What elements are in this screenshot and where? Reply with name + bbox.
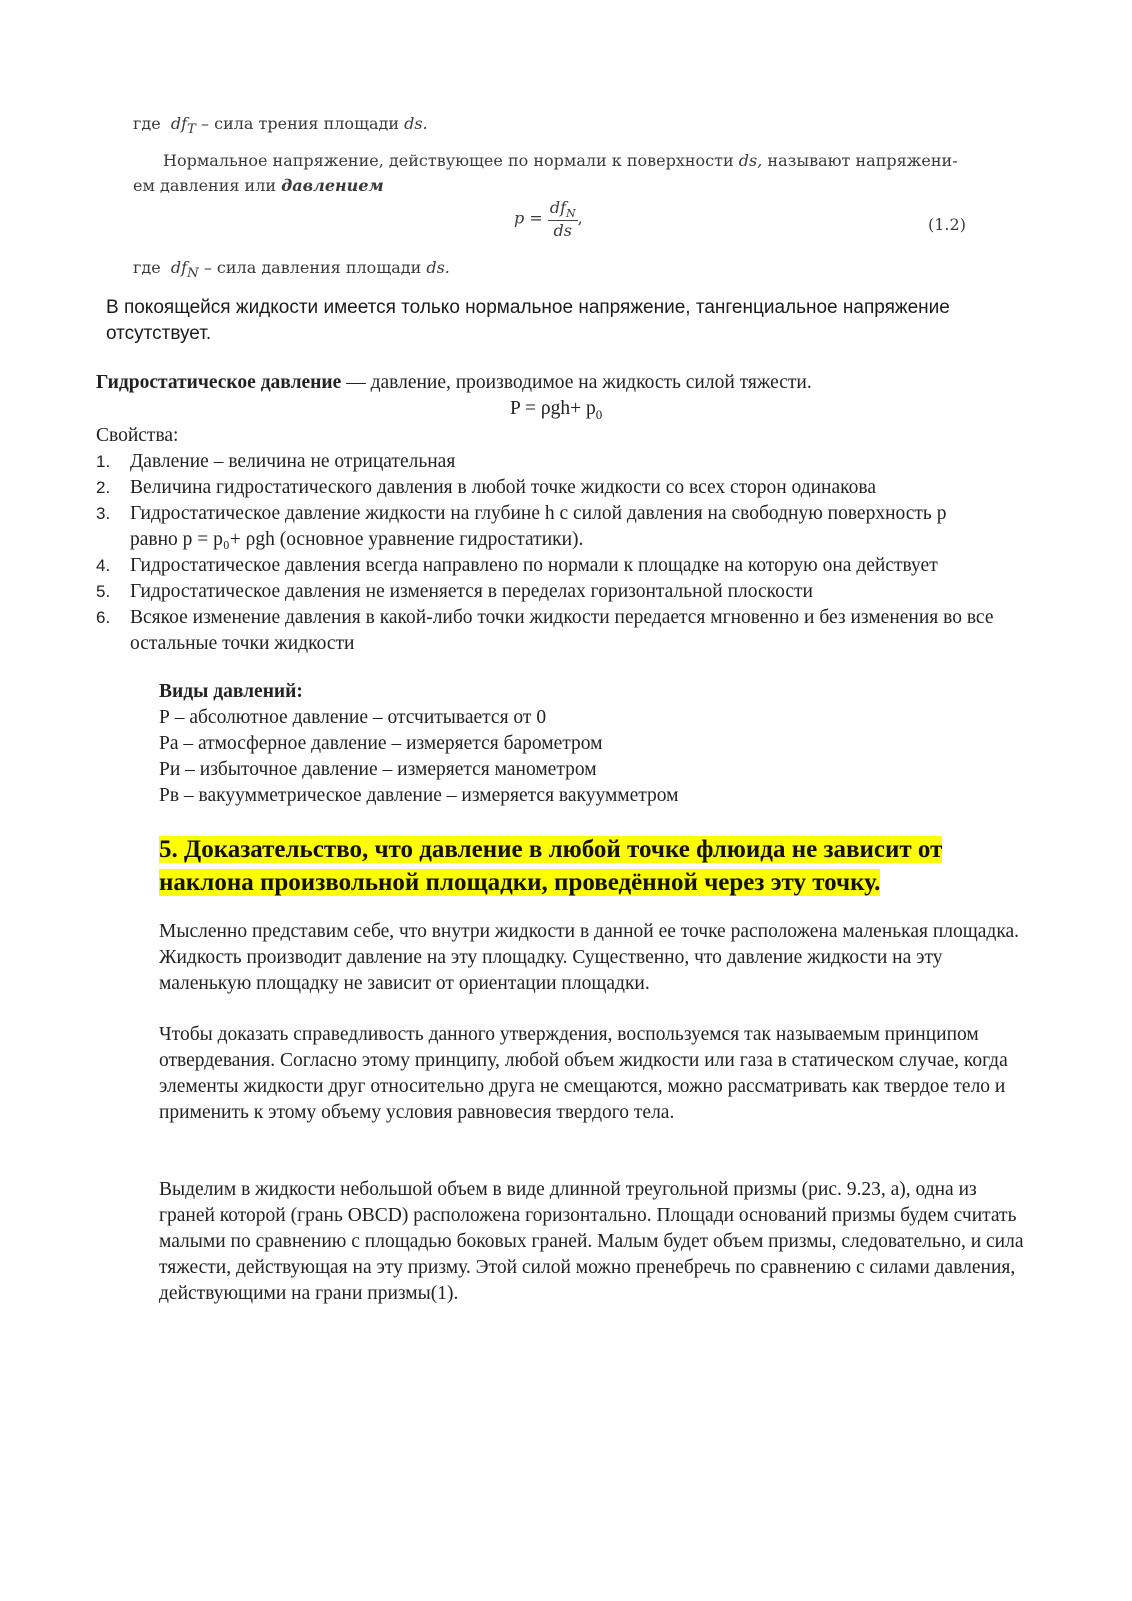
list-item: 3. Гидростатическое давление жидкости на глубине h с силой давления на свободную поверхность р равно р = р₀+ ρgh (основное уравнение гидростатики). [96, 503, 947, 550]
friction-definition-line: где $df_T$ – сила трения площади ds. [133, 114, 428, 138]
paragraph-3: Выделим в жидкости небольшой объем в виде длинной треугольной призмы (рис. 9.23, а), одна из граней которой (грань OBCD) расположена горизонтально. Площади оснований призмы будем считать малыми по сравнению с площадью боковых граней. Малым будет объем призмы, следовательно, и сила тяжести, действующая на эту призму. Этой силой можно пренебречь по сравнению с силами давления, действующими на грани призмы(1). [159, 1179, 1024, 1304]
list-item: Ри – избыточное давление – измеряется манометром [159, 759, 597, 780]
pressure-force-line: где $df_N$ – сила давления площади ds. [133, 258, 450, 282]
list-item: Ра – атмосферное давление – измеряется барометром [159, 733, 603, 754]
normal-stress-paragraph: Нормальное напряжение, действующее по нормали к поверхности ds, называют напряжени- ем давления или давлением [133, 151, 958, 195]
term: Гидростатическое давление [96, 372, 342, 393]
paragraph-2: Чтобы доказать справедливость данного утверждения, воспользуемся так называемым принципом отвердевания. Согласно этому принципу, любой объем жидкости или газа в статическом случае, когда элементы жидкости друг относительно друга не смещаются, можно рассматривать как твердое тело и применить к этому объему условия равновесия твердого тела. [159, 1024, 1008, 1123]
hydrostatic-definition: Гидростатическое давление — давление, производимое на жидкость силой тяжести. [96, 372, 812, 393]
list-item: Р – абсолютное давление – отсчитывается от 0 [159, 707, 547, 728]
force-variable: $df_T$ [170, 114, 196, 138]
scan-excerpt [0, 0, 1132, 290]
section-heading: 5. Доказательство, что давление в любой точке флюида не зависит от наклона произвольной площадки, проведённой через эту точку. [159, 836, 943, 896]
list-item: 5. Гидростатическое давления не изменяется в переделах горизонтальной плоскости [96, 581, 813, 602]
list-item: 6. Всякое изменение давления в какой-либо точки жидкости передается мгновенно и без изменения во все остальные точки жидкости [96, 607, 994, 654]
properties-title: Свойства: [96, 425, 179, 446]
list-item: 2. Величина гидростатического давления в любой точке жидкости со всех сторон одинакова [96, 477, 876, 498]
pressure-formula: p = $\frac{df_N}{ds}$ , [514, 198, 583, 241]
rest-fluid-statement: В покоящейся жидкости имеется только нормальное напряжение, тангенциальное напряжение отсутствует. [106, 297, 950, 344]
formula-fraction: $\frac{df_N}{ds}$ [549, 198, 576, 241]
pressure-kinds [159, 679, 959, 809]
list-item: 4. Гидростатическое давления всегда направлено по нормали к площадке на которую она действует [96, 555, 938, 576]
list-item: Рв – вакуумметрическое давление – измеряется вакуумметром [159, 785, 679, 806]
list-item: 1. Давление – величина не отрицательная [96, 451, 456, 472]
formula-number: (1.2) [928, 215, 966, 234]
paragraph-1: Мысленно представим себе, что внутри жидкости в данной ее точке расположена маленькая площадка. Жидкость производит давление на эту площадку. Существенно, что давление жидкости на эту маленькую площадку не зависит от ориентации площадки. [159, 921, 1020, 994]
properties-list [96, 449, 996, 657]
kinds-title: Виды давлений: [159, 681, 303, 702]
hydrostatic-formula: $P = \rho gh+ p_0$ [510, 398, 603, 422]
